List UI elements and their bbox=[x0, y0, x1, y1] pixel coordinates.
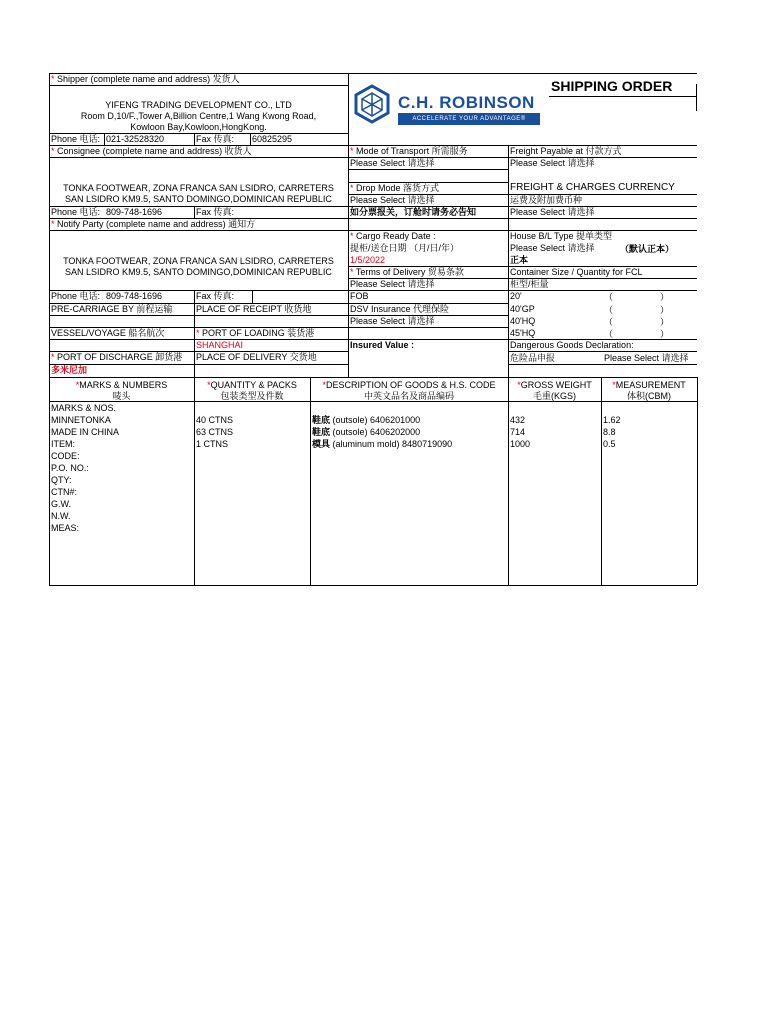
frame-left bbox=[49, 73, 50, 585]
divider-main bbox=[348, 73, 349, 377]
qty-20-close: ） bbox=[660, 292, 670, 302]
freight-payable-label: Freight Payable at 付款方式 bbox=[510, 146, 622, 156]
required-star: * bbox=[207, 380, 211, 390]
rule bbox=[508, 364, 697, 365]
col-gw-title: GROSS WEIGHT bbox=[520, 380, 592, 390]
rule bbox=[601, 377, 602, 585]
col-meas-title: MEASUREMENT bbox=[615, 380, 686, 390]
terms-of-delivery-text: Terms of Delivery 贸易条款 bbox=[355, 267, 464, 277]
document-title: SHIPPING ORDER bbox=[551, 78, 673, 94]
cargo-ready-date-text: Cargo Ready Date : bbox=[356, 231, 436, 241]
shipper-label bbox=[51, 74, 240, 85]
rule bbox=[49, 85, 348, 86]
notify-phone[interactable]: 809-748-1696 bbox=[106, 291, 163, 301]
required-star: * bbox=[517, 380, 521, 390]
rule bbox=[310, 377, 311, 585]
shipper-address-2: Kowloon Bay,Kowloon,HongKong. bbox=[130, 122, 267, 132]
marks-line: QTY: bbox=[51, 475, 72, 485]
col-desc-title: DESCRIPTION OF GOODS & H.S. CODE bbox=[325, 380, 496, 390]
notify-line-1: TONKA FOOTWEAR, ZONA FRANCA SAN LSIDRO, CARRETERS bbox=[63, 256, 334, 266]
currency-sub: 运费及附加费币种 bbox=[510, 195, 583, 205]
port-of-discharge-value[interactable]: 多米尼加 bbox=[51, 365, 88, 375]
shipper-label-text: Shipper (complete name and address) 发货人 bbox=[57, 74, 240, 84]
qty-40gp-close: ） bbox=[660, 305, 670, 315]
container-20: 20' bbox=[510, 291, 522, 301]
qty-cell: 1 CTNS bbox=[196, 439, 229, 449]
shipper-fax[interactable]: 60825295 bbox=[252, 134, 293, 144]
port-of-loading-label bbox=[196, 328, 314, 339]
marks-line: ITEM: bbox=[51, 439, 75, 449]
gw-cell: 714 bbox=[510, 427, 526, 437]
meas-cell: 8.8 bbox=[603, 427, 616, 437]
dangerous-goods-label: Dangerous Goods Declaration: bbox=[510, 340, 634, 350]
ch-robinson-logo-icon bbox=[352, 84, 392, 124]
insured-value-label: Insured Value : bbox=[350, 340, 415, 350]
col-marks-header bbox=[49, 380, 194, 391]
notify-fax-label: Fax 传真: bbox=[196, 291, 235, 301]
mode-of-transport-label bbox=[350, 146, 468, 157]
rule bbox=[348, 218, 697, 219]
terms-of-delivery-value: FOB bbox=[350, 291, 369, 301]
marks-line: MEAS: bbox=[51, 523, 80, 533]
rule bbox=[348, 290, 697, 291]
marks-line: CODE: bbox=[51, 451, 80, 461]
qty-45hq-open[interactable]: （ bbox=[604, 329, 614, 339]
col-marks-title: MARKS & NUMBERS bbox=[79, 380, 168, 390]
desc-cell bbox=[312, 415, 420, 426]
cargo-ready-date-label bbox=[350, 231, 436, 242]
bl-type-value: 正本 bbox=[510, 255, 529, 265]
shipper-name: YIFENG TRADING DEVELOPMENT CO., LTD bbox=[105, 100, 292, 110]
marks-line: G.W. bbox=[51, 499, 71, 509]
col-qty-header-cn: 包装类型及件数 bbox=[220, 391, 284, 401]
consignee-line-2: SAN LSIDRO KM9.5, SANTO DOMINGO,DOMINICAN REPUBLIC bbox=[65, 194, 332, 204]
qty-40gp-open[interactable]: （ bbox=[604, 305, 614, 315]
rule bbox=[104, 133, 105, 145]
required-star: * bbox=[350, 267, 354, 277]
bl-type-select[interactable]: Please Select 请选择 bbox=[510, 243, 595, 253]
consignee-fax-label: Fax 传真: bbox=[196, 207, 235, 217]
desc-en: (outsole) 6406201000 bbox=[332, 415, 421, 425]
marks-line: CTN#: bbox=[51, 487, 78, 497]
consignee-phone-label: Phone 电话: bbox=[51, 207, 101, 217]
port-of-discharge-text: PORT OF DISCHARGE 卸货港 bbox=[57, 352, 183, 362]
cargo-ready-date-sub: 提柜/送仓日期 （月/日/年） bbox=[350, 243, 460, 253]
qty-40hq-open[interactable]: （ bbox=[604, 317, 614, 327]
rule bbox=[194, 133, 195, 145]
rule bbox=[49, 157, 348, 158]
frame-right bbox=[697, 377, 698, 585]
currency-label: FREIGHT & CHARGES CURRENCY bbox=[510, 182, 675, 193]
required-star: * bbox=[51, 352, 55, 362]
trademark: ® bbox=[520, 116, 526, 122]
marks-line: N.W. bbox=[51, 511, 71, 521]
required-star: * bbox=[350, 146, 354, 156]
rule bbox=[194, 206, 195, 218]
desc-cn: 鞋底 bbox=[312, 415, 331, 425]
container-label: Container Size / Quantity for FCL bbox=[510, 267, 643, 277]
required-star: * bbox=[350, 231, 354, 241]
consignee-line-1: TONKA FOOTWEAR, ZONA FRANCA SAN LSIDRO, CARRETERS bbox=[63, 183, 334, 193]
notify-label bbox=[51, 219, 255, 230]
terms-of-delivery-label bbox=[350, 267, 464, 278]
rule bbox=[194, 377, 195, 585]
frame-bottom bbox=[49, 585, 697, 586]
col-meas-header bbox=[601, 380, 697, 391]
notify-label-text: Notify Party (complete name and address) 通知方 bbox=[57, 219, 256, 229]
container-sub: 柜型/柜量 bbox=[510, 279, 549, 289]
marks-line: MARKS & NOS. bbox=[51, 403, 117, 413]
currency-select[interactable]: Please Select 请选择 bbox=[510, 207, 595, 217]
col-qty-header bbox=[194, 380, 310, 391]
rule bbox=[348, 169, 508, 170]
dsv-insurance-label: DSV Insurance 代理保险 bbox=[350, 304, 450, 314]
rule bbox=[348, 327, 508, 328]
col-qty-title: QUANTITY & PACKS bbox=[210, 380, 297, 390]
dsv-insurance-select[interactable]: Please Select 请选择 bbox=[350, 316, 435, 326]
bl-type-label: House B/L Type 提单类型 bbox=[510, 231, 613, 241]
vessel-voyage-label: VESSEL/VOYAGE 船名航次 bbox=[51, 328, 165, 338]
gw-cell: 1000 bbox=[510, 439, 531, 449]
consignee-label bbox=[51, 146, 252, 157]
qty-cell: 63 CTNS bbox=[196, 427, 234, 437]
rule bbox=[49, 364, 348, 365]
marks-line: MADE IN CHINA bbox=[51, 427, 120, 437]
required-star: * bbox=[196, 328, 200, 338]
cargo-ready-date-value[interactable]: 1/5/2022 bbox=[350, 255, 386, 265]
container-40hq: 40'HQ bbox=[510, 316, 536, 326]
pre-carriage-label: PRE-CARRIAGE BY 前程运输 bbox=[51, 304, 173, 314]
desc-en: (outsole) 6406202000 bbox=[332, 427, 421, 437]
required-star: * bbox=[322, 380, 326, 390]
rule bbox=[250, 133, 251, 145]
required-star: * bbox=[75, 380, 80, 390]
meas-cell: 0.5 bbox=[603, 439, 616, 449]
dangerous-goods-select[interactable]: Please Select 请选择 bbox=[604, 353, 689, 363]
desc-cn: 鞋底 bbox=[312, 427, 331, 437]
required-star: * bbox=[350, 183, 354, 193]
col-gw-header bbox=[508, 380, 601, 391]
drop-mode-select[interactable]: Please Select 请选择 bbox=[350, 195, 435, 205]
meas-cell: 1.62 bbox=[603, 415, 621, 425]
rule bbox=[49, 230, 348, 231]
divider-right bbox=[508, 145, 509, 377]
port-of-loading-text: PORT OF LOADING 装货港 bbox=[202, 328, 315, 338]
drop-mode-label bbox=[350, 183, 439, 194]
drop-mode-note: 如分票报关，订舱时请务必告知 bbox=[350, 207, 477, 217]
qty-cell: 40 CTNS bbox=[196, 415, 234, 425]
dangerous-goods-sub: 危险品申报 bbox=[510, 353, 556, 363]
marks-line: P.O. NO.: bbox=[51, 463, 89, 473]
port-of-discharge-label bbox=[51, 352, 182, 363]
shipper-phone[interactable]: 021-32528320 bbox=[106, 134, 165, 144]
notify-line-2: SAN LSIDRO KM9.5, SANTO DOMINGO,DOMINICAN REPUBLIC bbox=[65, 267, 332, 277]
col-desc-header-cn: 中英文品名及商品编码 bbox=[363, 391, 454, 401]
place-of-delivery-label: PLACE OF DELIVERY 交货地 bbox=[196, 352, 317, 362]
col-gw-header-cn: 毛重(KGS) bbox=[532, 391, 576, 401]
shipper-fax-label: Fax 传真: bbox=[196, 134, 235, 144]
rule bbox=[49, 377, 697, 378]
rule bbox=[549, 96, 697, 97]
consignee-phone[interactable]: 809-748-1696 bbox=[106, 207, 163, 217]
mode-of-transport-text: Mode of Transport 所需服务 bbox=[356, 146, 468, 156]
bl-type-default: （默认正本） bbox=[620, 244, 675, 254]
rule bbox=[696, 84, 697, 111]
rule bbox=[194, 290, 195, 377]
container-45hq: 45'HQ bbox=[510, 328, 536, 338]
required-star: * bbox=[51, 219, 55, 229]
drop-mode-text: Drop Mode 落货方式 bbox=[356, 183, 440, 193]
gw-cell: 432 bbox=[510, 415, 526, 425]
container-40gp: 40'GP bbox=[510, 304, 535, 314]
shipper-phone-label: Phone 电话: bbox=[51, 134, 101, 144]
desc-cell bbox=[312, 439, 452, 450]
freight-payable-select[interactable]: Please Select 请选择 bbox=[510, 158, 595, 168]
rule bbox=[49, 315, 348, 316]
desc-cn: 模具 bbox=[312, 439, 331, 449]
shipper-address-1: Room D,10/F.,Tower A,Billion Centre,1 Wang Kwong Road, bbox=[80, 111, 317, 121]
brand-tagline bbox=[398, 113, 540, 125]
marks-line: MINNETONKA bbox=[51, 415, 111, 425]
rule bbox=[252, 290, 253, 303]
notify-phone-label: Phone 电话: bbox=[51, 291, 101, 301]
required-star: * bbox=[51, 146, 55, 156]
place-of-receipt-label: PLACE OF RECEIPT 收货地 bbox=[196, 304, 312, 314]
tagline-text: ACCELERATE YOUR ADVANTAGE bbox=[412, 116, 521, 122]
col-marks-header-cn: 唛头 bbox=[112, 391, 131, 401]
rule bbox=[508, 351, 697, 352]
required-star: * bbox=[612, 380, 616, 390]
qty-40hq-close: ） bbox=[660, 317, 670, 327]
qty-20-open[interactable]: （ bbox=[604, 292, 614, 302]
desc-en: (aluminum mold) 8480719090 bbox=[332, 439, 453, 449]
brand-name: C.H. ROBINSON bbox=[398, 93, 535, 112]
port-of-loading-value[interactable]: SHANGHAI bbox=[196, 340, 244, 350]
consignee-label-text: Consignee (complete name and address) 收货人 bbox=[57, 146, 252, 156]
desc-cell bbox=[312, 427, 420, 438]
rule bbox=[508, 377, 509, 585]
mode-of-transport-select[interactable]: Please Select 请选择 bbox=[350, 158, 435, 168]
col-desc-header bbox=[310, 380, 508, 391]
col-meas-header-cn: 体积(CBM) bbox=[627, 391, 671, 401]
terms-of-delivery-select[interactable]: Please Select 请选择 bbox=[350, 279, 435, 289]
qty-45hq-close: ） bbox=[660, 329, 670, 339]
required-star: * bbox=[51, 74, 55, 84]
